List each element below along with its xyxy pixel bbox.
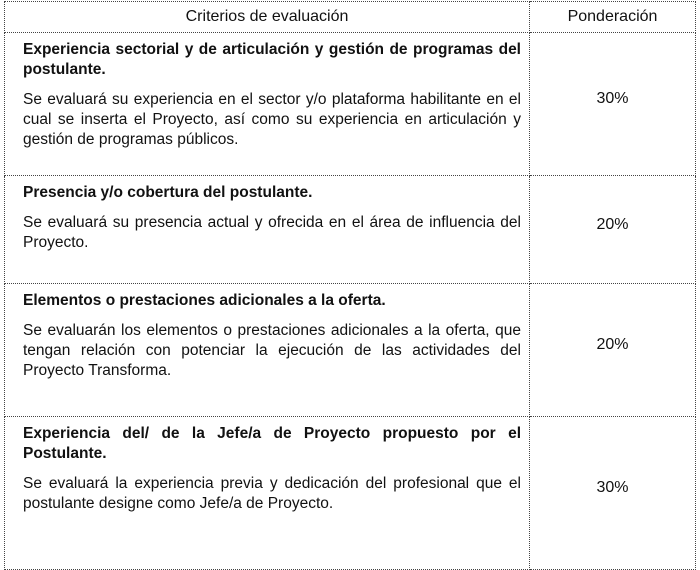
- criterion-cell: [5, 417, 530, 570]
- weight-cell: [530, 417, 696, 570]
- weight-value: 30%: [596, 90, 629, 107]
- table-row: [5, 417, 696, 570]
- criterion-description: Se evaluará su experiencia en el sector y/o plataforma habilitante en el cual se inserta el Proyecto, así como su experiencia en articulación y gestión de programas públicos.: [23, 91, 521, 148]
- weight-cell: [530, 284, 696, 417]
- criterion-cell: [5, 176, 530, 284]
- weight-value: 20%: [596, 336, 629, 353]
- table-row: [5, 176, 696, 284]
- table-row: [5, 284, 696, 417]
- criterion-cell: [5, 284, 530, 417]
- weight-cell: [530, 33, 696, 176]
- criterion-title: Presencia y/o cobertura del postulante.: [23, 184, 313, 201]
- table-header-row: [5, 2, 696, 33]
- criterion-title: Experiencia del/ de la Jefe/a de Proyecto propuesto por el Postulante.: [23, 425, 521, 462]
- header-weight: Ponderación: [530, 2, 696, 33]
- weight-value: 20%: [596, 215, 629, 233]
- weight-value: 30%: [596, 479, 629, 496]
- weight-cell: [530, 176, 696, 284]
- criterion-description: Se evaluarán los elementos o prestaciones adicionales a la oferta, que tengan relación con potenciar la ejecución de las actividades del Proyecto Transforma.: [23, 322, 521, 379]
- table-row: [5, 33, 696, 176]
- header-criterion: Criterios de evaluación: [5, 2, 530, 33]
- evaluation-criteria-table: [4, 1, 696, 570]
- criterion-description: Se evaluará la experiencia previa y dedicación del profesional que el postulante designe como Jefe/a de Proyecto.: [23, 475, 521, 512]
- criterion-title: Experiencia sectorial y de articulación y gestión de programas del postulante.: [23, 41, 521, 78]
- criterion-title: Elementos o prestaciones adicionales a la oferta.: [23, 292, 386, 309]
- criterion-cell: [5, 33, 530, 176]
- criterion-description: Se evaluará su presencia actual y ofrecida en el área de influencia del Proyecto.: [23, 214, 521, 251]
